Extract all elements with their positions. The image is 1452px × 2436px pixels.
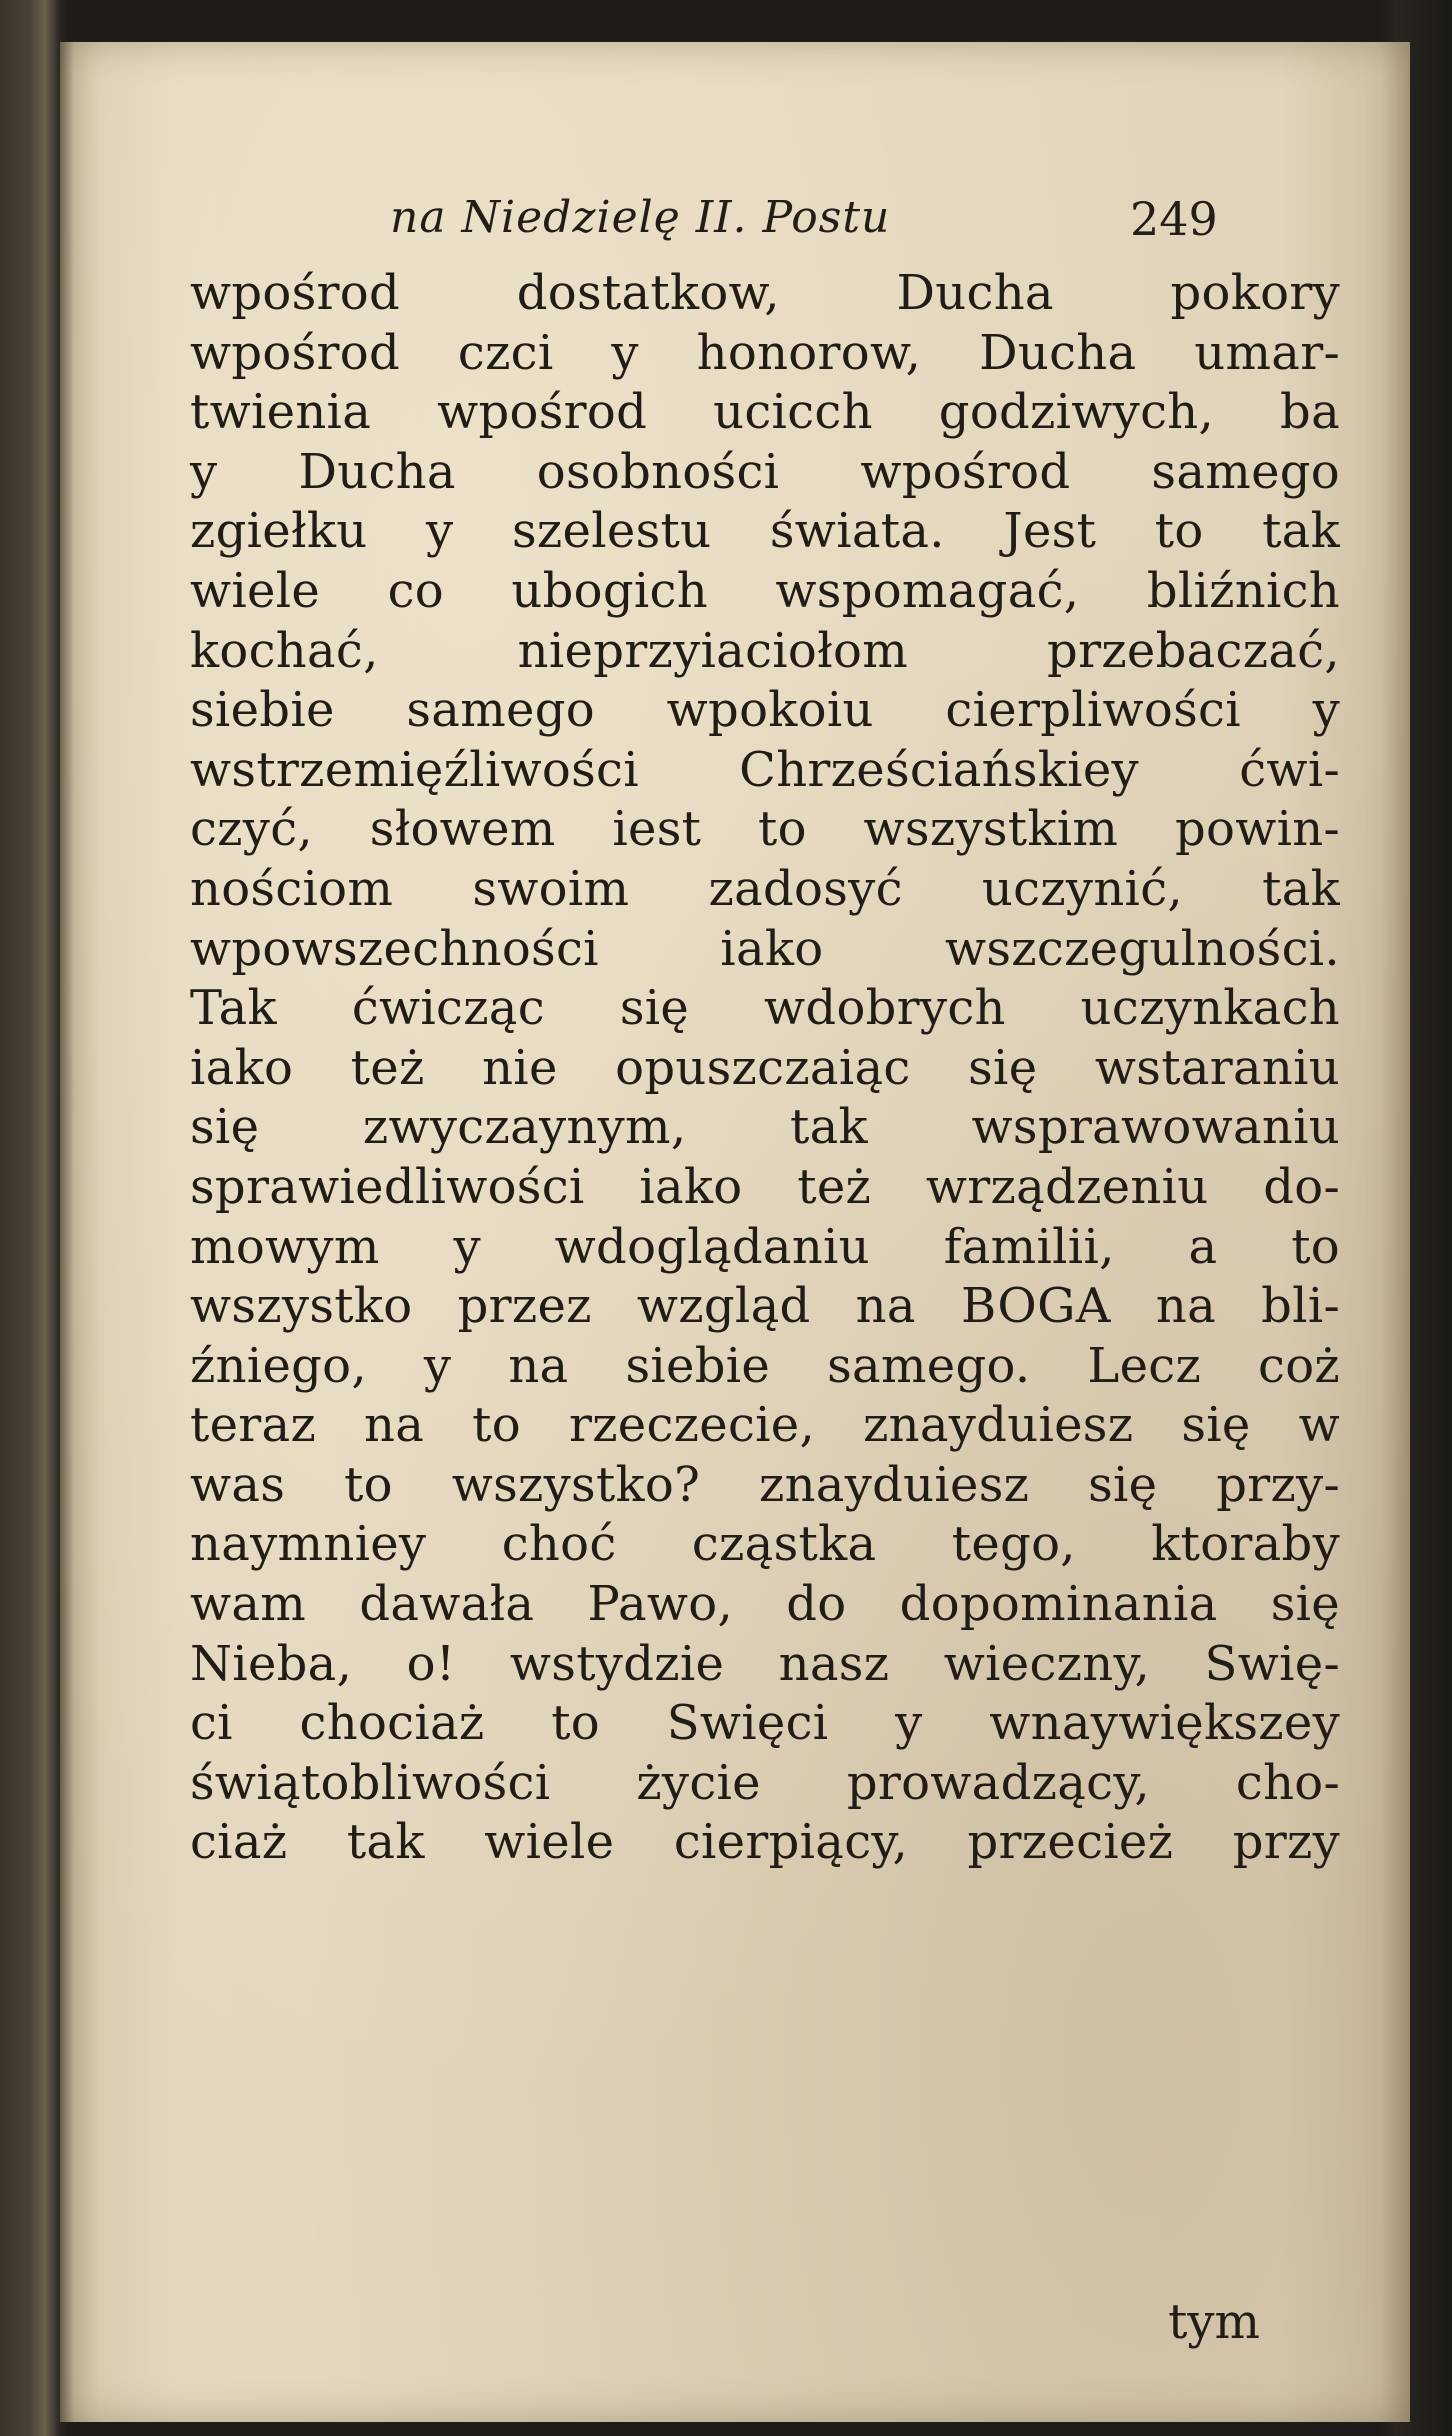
- text-line: twienia wpośrod ucicch godziwych, ba: [190, 384, 1340, 441]
- text-line: czyć, słowem iest to wszystkim powin-: [190, 801, 1340, 858]
- text-line: wpowszechności iako wszczegulności.: [190, 920, 1340, 977]
- running-head: na Niedzielę II. Postu: [390, 192, 891, 243]
- catchword: tym: [1168, 2294, 1260, 2350]
- page-gutter-shadow: [60, 42, 74, 2422]
- page-sheet: [60, 42, 1410, 2422]
- text-line: Tak ćwicząc się wdobrych uczynkach: [190, 980, 1340, 1037]
- text-line: wpośrod czci y honorow, Ducha umar-: [190, 324, 1340, 381]
- body-text: [190, 264, 1340, 1873]
- text-line: teraz na to rzeczecie, znayduiesz się w: [190, 1397, 1340, 1454]
- page-header: [390, 192, 1290, 252]
- text-line: Nieba, o! wstydzie nasz wieczny, Swię-: [190, 1635, 1340, 1692]
- text-line: y Ducha osobności wpośrod samego: [190, 443, 1340, 500]
- text-line: zgiełku y szelestu świata. Jest to tak: [190, 503, 1340, 560]
- text-line: iako też nie opuszczaiąc się wstaraniu: [190, 1039, 1340, 1096]
- text-line: świątobliwości życie prowadzący, cho-: [190, 1754, 1340, 1811]
- text-line: ci chociaż to Swięci y wnaywiększey: [190, 1695, 1340, 1752]
- text-line: wstrzemięźliwości Chrześciańskiey ćwi-: [190, 741, 1340, 798]
- text-line: się zwyczaynym, tak wsprawowaniu: [190, 1099, 1340, 1156]
- text-line: mowym y wdoglądaniu familii, a to: [190, 1218, 1340, 1275]
- text-line: was to wszystko? znayduiesz się przy-: [190, 1456, 1340, 1513]
- text-line: wam dawała Pawo, do dopominania się: [190, 1576, 1340, 1633]
- text-line: nościom swoim zadosyć uczynić, tak: [190, 860, 1340, 917]
- text-line: wszystko przez wzgląd na BOGA na bli-: [190, 1278, 1340, 1335]
- text-line: wpośrod dostatkow, Ducha pokory: [190, 265, 1340, 321]
- text-line: naymniey choć cząstka tego, ktoraby: [190, 1516, 1340, 1573]
- text-line: sprawiedliwości iako też wrządzeniu do-: [190, 1158, 1340, 1215]
- text-line: kochać, nieprzyiaciołom przebaczać,: [190, 622, 1340, 679]
- page-number: 249: [1130, 192, 1218, 246]
- text-line: źniego, y na siebie samego. Lecz coż: [190, 1337, 1340, 1394]
- text-line: wiele co ubogich wspomagać, bliźnich: [190, 562, 1340, 619]
- text-line: ciaż tak wiele cierpiący, przecież przy: [190, 1814, 1340, 1871]
- text-line: siebie samego wpokoiu cierpliwości y: [190, 682, 1340, 739]
